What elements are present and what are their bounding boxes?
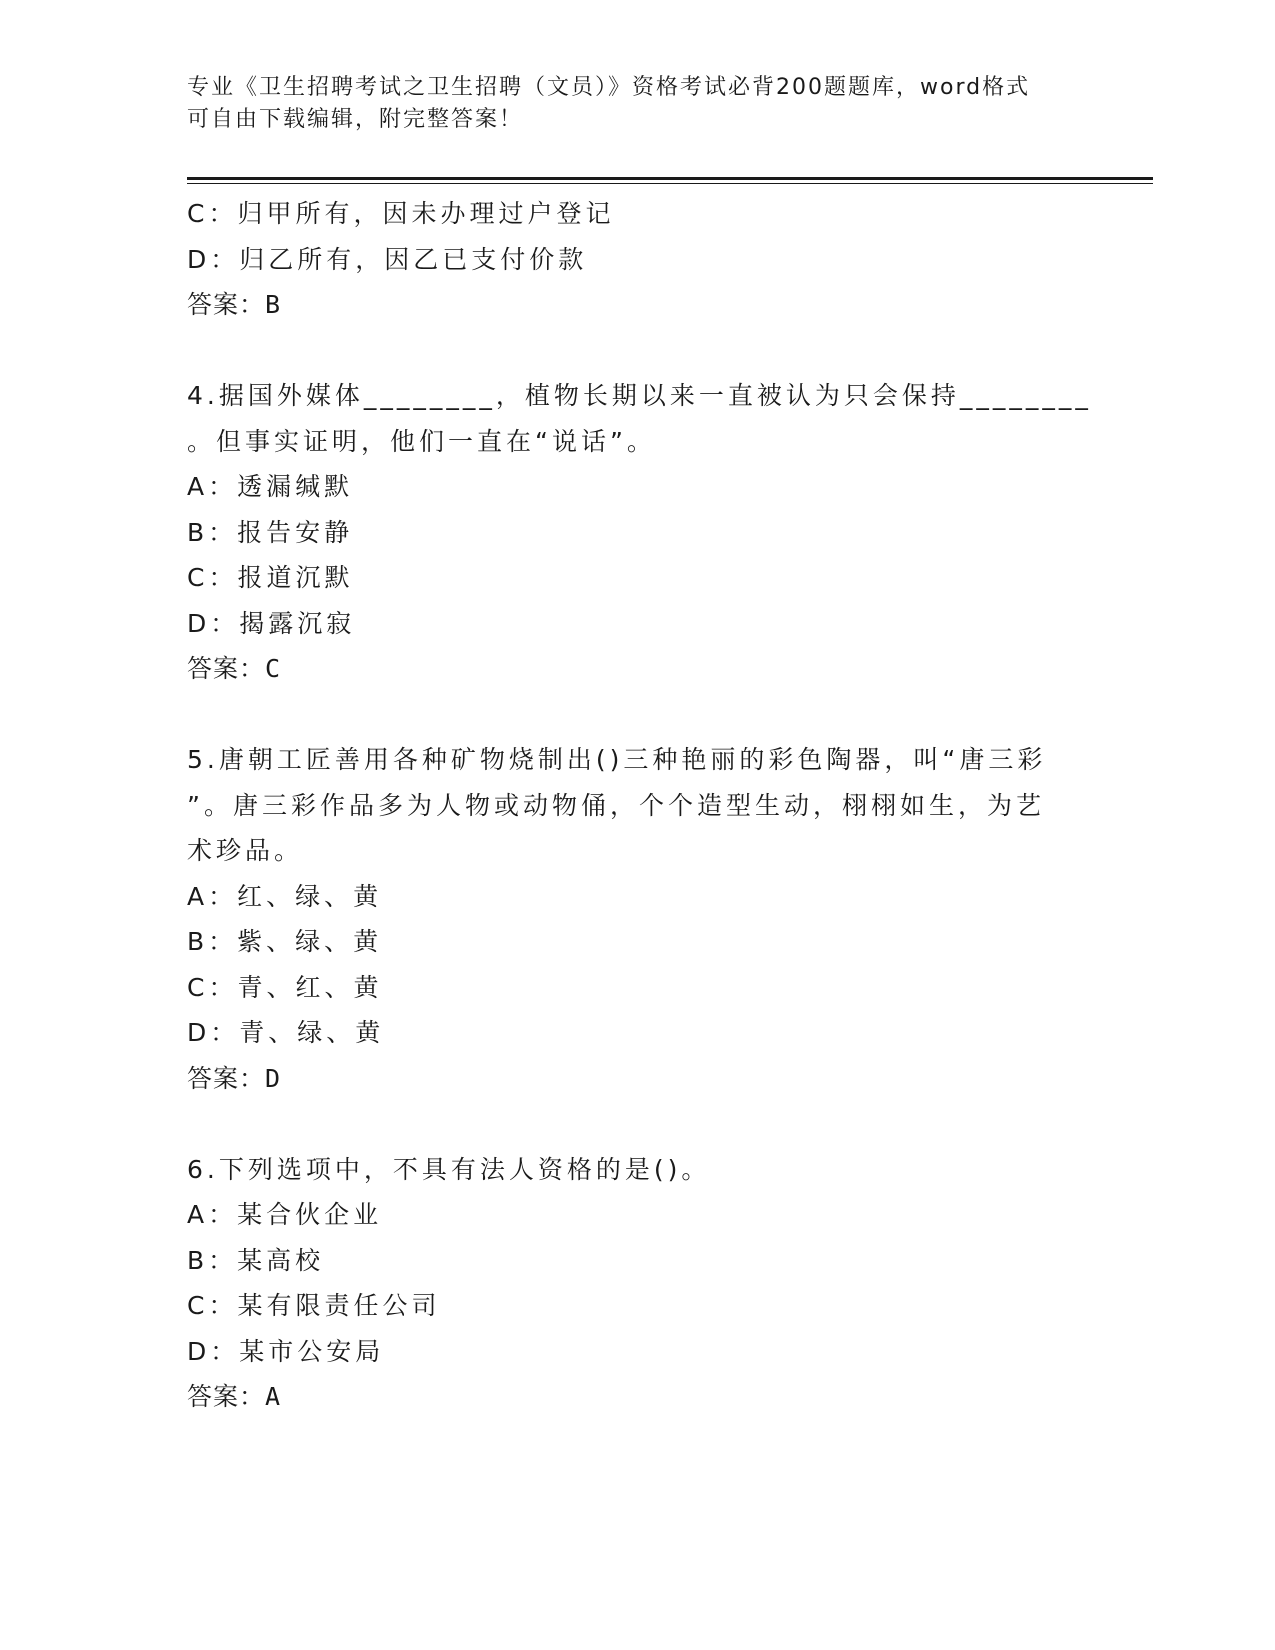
block-spacer: [187, 692, 1067, 738]
question-block-6: [187, 1147, 1067, 1420]
answer-text: 答案：B: [187, 290, 282, 319]
answer-line: [187, 282, 1067, 328]
block-spacer: [187, 328, 1067, 374]
question-block-3: [187, 191, 1067, 328]
answer-text: 答案：C: [187, 654, 282, 683]
option-d: D：揭露沉寂: [187, 608, 356, 638]
answer-line: [187, 1374, 1067, 1420]
option-d: D：青、绿、黄: [187, 1018, 385, 1047]
option-b: B：紫、绿、黄: [187, 927, 383, 956]
question-stem-line-1: 5.唐朝工匠善用各种矿物烧制出()三种艳丽的彩色陶器，叫“唐三彩: [187, 745, 1047, 774]
option-c: C：报道沉默: [187, 563, 354, 592]
option-a: A：透漏缄默: [187, 472, 354, 501]
question-stem-line-3: 术珍品。: [187, 836, 304, 865]
option-b: B：某高校: [187, 1245, 325, 1275]
question-stem-line-2: 。但事实证明，他们一直在“说话”。: [187, 426, 656, 456]
answer-text: 答案：D: [187, 1063, 282, 1093]
question-block-5: [187, 737, 1067, 1101]
answer-line: [187, 646, 1067, 692]
answer-line: [187, 1056, 1067, 1102]
option-c: C：某有限责任公司: [187, 1291, 441, 1320]
answer-text: 答案：A: [187, 1382, 282, 1411]
option-d: D：某市公安局: [187, 1336, 385, 1366]
document-header: [187, 72, 1067, 136]
option-c: C：青、红、黄: [187, 972, 383, 1002]
option-d: D：归乙所有，因乙已支付价款: [187, 244, 588, 274]
question-block-4: [187, 373, 1092, 692]
header-title-line-2: 可自由下载编辑，附完整答案！: [187, 107, 524, 132]
option-c: C：归甲所有，因未办理过户登记: [187, 199, 615, 228]
option-a: A：某合伙企业: [187, 1200, 383, 1229]
option-b: B：报告安静: [187, 517, 354, 547]
question-stem-line-2: ”。唐三彩作品多为人物或动物俑，个个造型生动，栩栩如生，为艺: [187, 790, 1045, 820]
block-spacer: [187, 1101, 1067, 1147]
header-divider-thick: [187, 177, 1153, 180]
question-stem-line-1: 6.下列选项中，不具有法人资格的是()。: [187, 1154, 711, 1184]
question-stem-line-1: 4.据国外媒体________，植物长期以来一直被认为只会保持________: [187, 381, 1092, 410]
option-a: A：红、绿、黄: [187, 881, 383, 911]
header-divider-thin: [187, 183, 1153, 184]
question-list: [187, 191, 1092, 1420]
header-title-line-1: 专业《卫生招聘考试之卫生招聘（文员）》资格考试必背200题题库，word格式: [187, 75, 1031, 100]
